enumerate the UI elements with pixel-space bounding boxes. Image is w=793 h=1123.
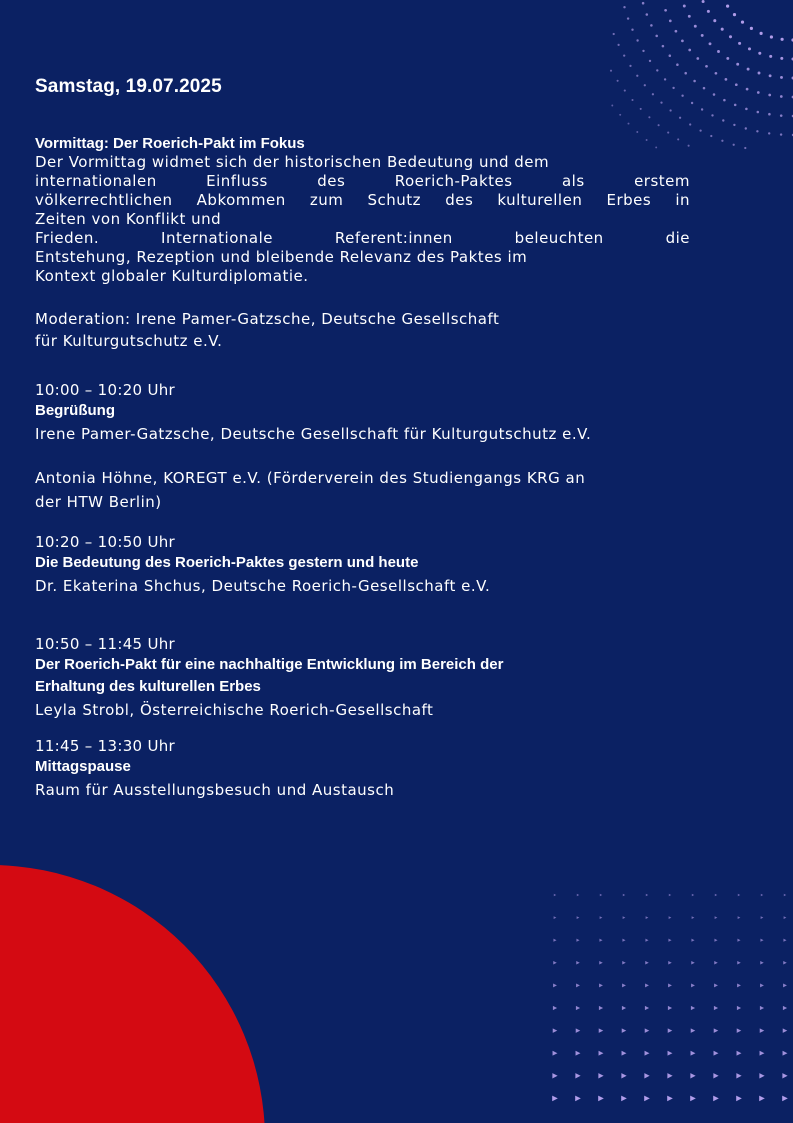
- decor-dot: [710, 135, 712, 137]
- decor-dot: [668, 1051, 673, 1056]
- decor-dot: [623, 6, 625, 8]
- decor-dot: [768, 113, 771, 116]
- decor-dot: [733, 144, 735, 146]
- decor-dot: [575, 1096, 581, 1102]
- decor-dot: [645, 939, 648, 942]
- decor-dot: [676, 63, 679, 66]
- morning-section: [35, 134, 690, 352]
- decor-dot: [726, 57, 729, 60]
- decor-dot: [622, 1051, 627, 1056]
- speaker-line: Antonia Höhne, KOREGT e.V. (Förderverein des Studiengangs KRG an: [35, 469, 586, 487]
- program-content: [35, 76, 690, 802]
- decor-dot: [769, 55, 772, 58]
- decor-dot: [554, 894, 556, 896]
- decor-dot: [780, 95, 783, 98]
- decor-dot: [780, 133, 782, 135]
- item-title: Mittagspause: [35, 758, 131, 775]
- decor-dot: [636, 39, 638, 41]
- decor-dot: [709, 42, 712, 45]
- decor-dot: [741, 21, 744, 24]
- decor-dot: [735, 83, 738, 86]
- description-line: Frieden. Internationale Referent:innen beleuchten die: [35, 229, 690, 247]
- decor-dot: [644, 1073, 649, 1078]
- decor-dot: [645, 961, 648, 964]
- decor-dot: [715, 894, 717, 896]
- decor-dot: [783, 983, 787, 987]
- decor-dot: [737, 983, 741, 987]
- decor-dot: [554, 916, 557, 919]
- decor-dot: [691, 1051, 696, 1056]
- decor-dot: [631, 29, 633, 31]
- decor-dot: [760, 32, 763, 35]
- decor-dot: [599, 1051, 604, 1056]
- decor-dot: [737, 1006, 741, 1010]
- decor-dot: [756, 130, 758, 132]
- item-speaker: Dr. Ekaterina Shchus, Deutsche Roerich-Gesellschaft e.V.: [35, 577, 491, 595]
- decor-dot: [662, 45, 665, 48]
- description-line: internationalen Einfluss des Roerich-Paktes als erstem: [35, 172, 690, 190]
- decor-dot: [784, 916, 787, 919]
- decor-dot: [644, 1096, 650, 1102]
- decor-dot: [721, 140, 723, 142]
- decor-dot: [745, 108, 748, 111]
- decor-dot: [669, 20, 672, 23]
- program-item-significance: [35, 532, 690, 598]
- decor-dot: [621, 1073, 626, 1078]
- speaker-line: der HTW Berlin): [35, 493, 162, 511]
- decor-dot: [669, 894, 671, 896]
- decor-dot: [780, 57, 783, 60]
- decor-dot: [667, 1096, 673, 1102]
- program-item-sustainability: [35, 634, 690, 722]
- decor-dot: [691, 102, 693, 104]
- decor-dot: [713, 1073, 718, 1078]
- decor-dot: [761, 916, 764, 919]
- decor-dot: [668, 939, 671, 942]
- decor-dot: [622, 939, 625, 942]
- decor-dot: [747, 68, 750, 71]
- decor-dot: [690, 1073, 695, 1078]
- item-title: Die Bedeutung des Roerich-Paktes gestern und heute: [35, 554, 419, 571]
- description-line: Der Vormittag widmet sich der historischen Bedeutung und dem: [35, 153, 550, 171]
- moderation-line: für Kulturgutschutz e.V.: [35, 332, 223, 350]
- decor-dot: [761, 894, 763, 896]
- decor-dot: [760, 1028, 765, 1033]
- decor-dot: [760, 1051, 765, 1056]
- decor-dot: [782, 1073, 787, 1078]
- decor-dot: [783, 1006, 787, 1010]
- decor-dot: [705, 65, 708, 68]
- decor-dot: [622, 983, 626, 987]
- decor-dot: [690, 1096, 696, 1102]
- dot-pattern-bottom-right: [552, 894, 788, 1101]
- decor-dot: [599, 1028, 604, 1033]
- decor-dot: [748, 47, 751, 50]
- decor-dot: [737, 961, 740, 964]
- decor-dot: [691, 1028, 696, 1033]
- item-title: [35, 654, 690, 698]
- decor-dot: [711, 114, 713, 116]
- decor-dot: [668, 983, 672, 987]
- item-speaker: Raum für Ausstellungsbesuch und Austausch: [35, 781, 395, 799]
- decor-dot: [553, 1028, 558, 1033]
- decor-dot: [726, 5, 729, 8]
- decor-dot: [667, 1073, 672, 1078]
- decor-dot: [600, 916, 603, 919]
- decor-dot: [600, 894, 602, 896]
- decor-dot: [699, 129, 701, 131]
- description-line: Kontext globaler Kulturdiplomatie.: [35, 267, 309, 285]
- decor-dot: [723, 99, 726, 102]
- decor-dot: [729, 35, 732, 38]
- title-line: Der Roerich-Pakt für eine nachhaltige Entwicklung im Bereich der: [35, 656, 504, 673]
- decor-dot: [553, 1051, 558, 1056]
- decor-dot: [721, 28, 724, 31]
- decor-dot: [713, 1096, 719, 1102]
- decor-dot: [681, 40, 684, 43]
- decor-dot: [642, 2, 645, 5]
- decor-dot: [655, 35, 658, 38]
- item-time: 10:00 – 10:20 Uhr: [35, 381, 176, 399]
- decor-dot: [645, 1006, 649, 1010]
- decor-dot: [646, 916, 649, 919]
- decor-dot: [737, 1028, 742, 1033]
- decor-dot: [758, 52, 761, 55]
- decor-dot: [757, 91, 760, 94]
- decor-dot: [576, 1051, 581, 1056]
- item-speaker: [35, 466, 690, 514]
- decor-dot: [692, 894, 694, 896]
- decor-dot: [669, 54, 672, 57]
- title-line: Erhaltung des kulturellen Erbes: [35, 678, 261, 695]
- decor-dot: [758, 72, 761, 75]
- decor-dot: [702, 0, 705, 3]
- description-line: völkerrechtlichen Abkommen zum Schutz des kulturellen Erbes in: [35, 191, 690, 209]
- decor-dot: [737, 939, 740, 942]
- decor-dot: [622, 1028, 627, 1033]
- section-title: Vormittag: Der Roerich-Pakt im Fokus: [35, 135, 305, 152]
- decor-dot: [645, 1028, 650, 1033]
- decor-dot: [770, 35, 773, 38]
- decor-dot: [642, 50, 644, 52]
- decor-dot: [668, 1028, 673, 1033]
- decor-dot: [691, 983, 695, 987]
- item-title: Begrüßung: [35, 402, 115, 419]
- decor-dot: [683, 5, 686, 8]
- decor-dot: [780, 114, 783, 117]
- decor-dot: [691, 939, 694, 942]
- decor-dot: [701, 34, 704, 37]
- decor-dot: [783, 939, 786, 942]
- decor-dot: [714, 961, 717, 964]
- decor-dot: [576, 961, 579, 964]
- item-time: 10:20 – 10:50 Uhr: [35, 533, 176, 551]
- decor-dot: [599, 1006, 603, 1010]
- decor-dot: [622, 961, 625, 964]
- decor-dot: [623, 894, 625, 896]
- decor-dot: [734, 104, 737, 107]
- decor-dot: [553, 961, 556, 964]
- decor-dot: [577, 916, 580, 919]
- section-description: [35, 153, 690, 286]
- decor-dot: [736, 1073, 741, 1078]
- item-time: 11:45 – 13:30 Uhr: [35, 737, 176, 755]
- decor-dot: [715, 916, 718, 919]
- decor-dot: [668, 1006, 672, 1010]
- decor-dot: [701, 108, 703, 110]
- description-line: Entstehung, Rezeption und bleibende Relevanz des Paktes im: [35, 248, 528, 266]
- decor-dot: [693, 80, 696, 83]
- red-circle-decoration: [0, 865, 265, 1123]
- decor-dot: [576, 1028, 581, 1033]
- item-speaker: Leyla Strobl, Österreichische Roerich-Gesellschaft: [35, 701, 434, 719]
- decor-dot: [713, 19, 716, 22]
- decor-dot: [650, 24, 653, 27]
- decor-dot: [757, 111, 760, 114]
- decor-dot: [703, 87, 706, 90]
- decor-dot: [722, 119, 724, 121]
- decor-dot: [691, 1006, 695, 1010]
- decor-dot: [627, 17, 629, 19]
- item-speaker: Irene Pamer-Gatzsche, Deutsche Gesellschaft für Kulturgutschutz e.V.: [35, 425, 592, 443]
- decor-dot: [599, 939, 602, 942]
- decor-dot: [598, 1096, 604, 1102]
- decor-dot: [717, 50, 720, 53]
- decor-dot: [553, 1006, 557, 1010]
- decor-dot: [783, 961, 786, 964]
- moderation-line: Moderation: Irene Pamer-Gatzsche, Deutsche Gesellschaft: [35, 310, 500, 328]
- decor-dot: [552, 1096, 558, 1102]
- program-item-welcome: [35, 380, 690, 514]
- decor-dot: [645, 983, 649, 987]
- decor-dot: [622, 1006, 626, 1010]
- page-date-heading: Samstag, 19.07.2025: [35, 76, 222, 97]
- decor-dot: [759, 1096, 765, 1102]
- decor-dot: [733, 124, 735, 126]
- decor-dot: [744, 147, 746, 149]
- decor-dot: [738, 894, 740, 896]
- decor-dot: [782, 1096, 788, 1102]
- decor-dot: [575, 1073, 580, 1078]
- decor-dot: [577, 894, 579, 896]
- decor-dot: [746, 88, 749, 91]
- decor-dot: [664, 9, 667, 12]
- decor-dot: [691, 961, 694, 964]
- program-item-lunch: [35, 736, 690, 802]
- decor-dot: [696, 57, 699, 60]
- decor-dot: [599, 961, 602, 964]
- decor-dot: [714, 1028, 719, 1033]
- item-time: 10:50 – 11:45 Uhr: [35, 635, 176, 653]
- decor-dot: [688, 49, 691, 52]
- decor-dot: [750, 27, 753, 30]
- decor-dot: [649, 60, 651, 62]
- decor-dot: [576, 983, 580, 987]
- decor-dot: [621, 1096, 627, 1102]
- decor-dot: [610, 70, 612, 72]
- decor-dot: [552, 1073, 557, 1078]
- decor-dot: [576, 1006, 580, 1010]
- decor-dot: [553, 983, 557, 987]
- moderation-text: [35, 308, 690, 352]
- decor-dot: [759, 1073, 764, 1078]
- decor-dot: [733, 13, 736, 16]
- decor-dot: [738, 42, 741, 45]
- decor-dot: [645, 1051, 650, 1056]
- decor-dot: [783, 1051, 788, 1056]
- decor-dot: [783, 1028, 788, 1033]
- decor-dot: [675, 30, 678, 33]
- decor-dot: [714, 1006, 718, 1010]
- decor-dot: [553, 939, 556, 942]
- decor-dot: [656, 69, 658, 71]
- decor-dot: [736, 1096, 742, 1102]
- decor-dot: [760, 983, 764, 987]
- decor-dot: [684, 72, 687, 75]
- decor-dot: [769, 74, 772, 77]
- decor-dot: [781, 38, 784, 41]
- decor-dot: [669, 916, 672, 919]
- decor-dot: [738, 916, 741, 919]
- decor-dot: [613, 33, 615, 35]
- decor-dot: [725, 78, 728, 81]
- decor-dot: [768, 94, 771, 97]
- decor-dot: [714, 1051, 719, 1056]
- decor-dot: [576, 939, 579, 942]
- decor-dot: [629, 65, 631, 67]
- decor-dot: [714, 983, 718, 987]
- decor-dot: [646, 894, 648, 896]
- decor-dot: [715, 72, 718, 75]
- decor-dot: [688, 15, 691, 18]
- decor-dot: [745, 127, 747, 129]
- decor-dot: [760, 1006, 764, 1010]
- decor-dot: [694, 25, 697, 28]
- decor-dot: [623, 916, 626, 919]
- decor-dot: [714, 939, 717, 942]
- description-line: Zeiten von Konflikt und: [35, 210, 222, 228]
- decor-dot: [760, 939, 763, 942]
- decor-dot: [760, 961, 763, 964]
- decor-dot: [736, 63, 739, 66]
- decor-dot: [599, 983, 603, 987]
- decor-dot: [784, 894, 786, 896]
- decor-dot: [780, 76, 783, 79]
- decor-dot: [617, 44, 619, 46]
- decor-dot: [707, 10, 710, 13]
- decor-dot: [713, 93, 716, 96]
- decor-dot: [598, 1073, 603, 1078]
- decor-dot: [737, 1051, 742, 1056]
- decor-dot: [623, 54, 625, 56]
- decor-dot: [692, 916, 695, 919]
- decor-dot: [668, 961, 671, 964]
- decor-dot: [646, 13, 649, 16]
- decor-dot: [768, 132, 770, 134]
